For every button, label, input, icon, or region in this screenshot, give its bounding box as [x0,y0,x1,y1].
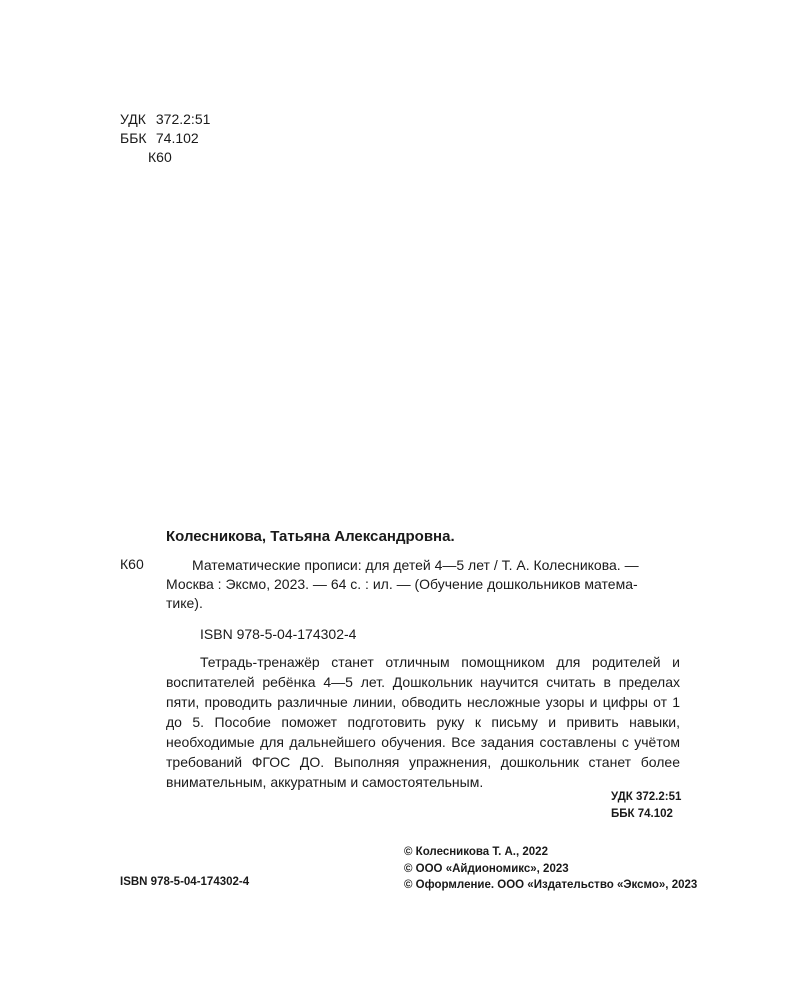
udk-line [120,110,210,129]
bbk-line [120,129,210,148]
isbn-main: ISBN 978-5-04-174302-4 [200,626,357,642]
description-line: тике). [166,595,203,611]
udk-label: УДК [120,111,146,127]
author-heading: Колесникова, Татьяна Александровна. [166,528,455,545]
copyright-line: © Оформление. ООО «Издательство «Эксмо», 2023 [404,879,698,891]
author-mark: К60 [120,556,144,572]
annotation-text: Тетрадь-тренажёр станет отличным помощником для родителей и воспитателей ребёнка 4—5 лет. Дошкольник научится считать в пределах пяти, проводить различные линии, обводить несложные узоры и цифры от 1 до 5. Пособие поможет подготовить руку к письму и привить навыки, необходимые для дальнейшего обучения. Все задания составлены с учётом требований ФГОС ДО. Выполняя упражнения, дошкольник станет более внимательным, аккуратным и самостоятельным. [166,654,680,790]
bbk-bottom: ББК 74.102 [611,808,673,820]
classification-block-top [120,110,210,167]
classification-block-bottom [611,789,681,823]
description-line: Москва : Эксмо, 2023. — 64 с. : ил. — (Обучение дошкольников матема- [166,576,638,592]
description-line: Математические прописи: для детей 4—5 лет / Т. А. Колесникова. — [192,557,639,573]
bibliographic-description [166,556,680,613]
udk-bottom: УДК 372.2:51 [611,791,682,803]
copyright-block [404,844,697,894]
copyright-line: © ООО «Айдиономикс», 2023 [404,862,569,875]
bbk-label: ББК [120,130,147,146]
isbn-bottom: ISBN 978-5-04-174302-4 [120,876,250,888]
udk-value: 372.2:51 [155,111,211,127]
author-mark-top: К60 [148,149,172,165]
copyright-line: © Колесникова Т. А., 2022 [404,846,548,858]
bbk-value: 74.102 [155,130,199,146]
